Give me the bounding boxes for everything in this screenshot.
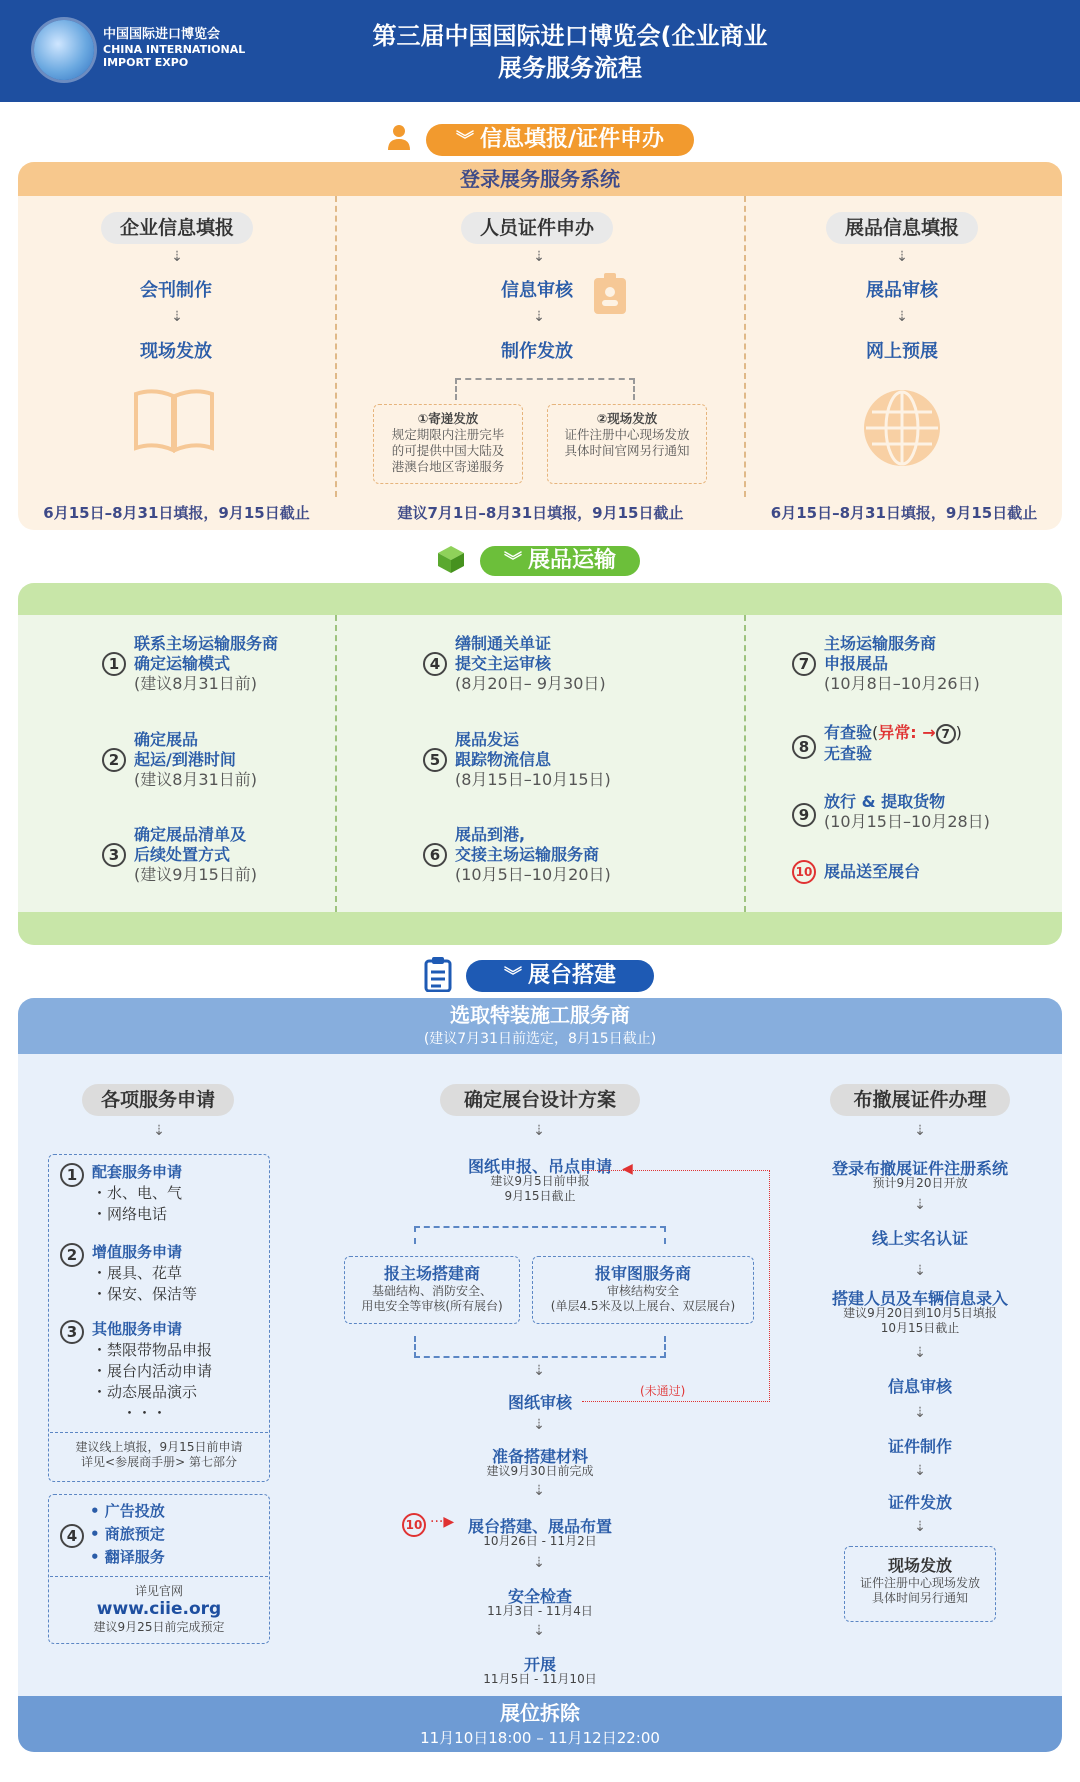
dismantle-date: 11月10日18:00 – 11月12日22:00: [420, 1729, 660, 1747]
step-number: 8: [792, 735, 816, 759]
cube-icon: [436, 544, 466, 574]
logo-cn: 中国国际进口博览会: [103, 27, 221, 42]
step-number: 3: [102, 843, 126, 867]
section1-label: [426, 124, 694, 156]
badge-system-note: 预计9月20日开放: [872, 1176, 968, 1190]
website-pre: 详见官网: [134, 1584, 183, 1598]
company-info-title: 企业信息填报: [101, 212, 253, 244]
step-line: 跟踪物流信息: [455, 750, 552, 769]
arrow-down-icon: ⇣: [171, 249, 183, 265]
badge-review-step: 信息审核: [887, 1377, 952, 1396]
divider: [335, 196, 337, 497]
drawing-submit-step: 图纸申报、吊点申请: [467, 1157, 612, 1176]
drawing-submit-note-1: 建议9月5日前申报: [490, 1174, 590, 1188]
person-icon: [384, 122, 414, 152]
website-link[interactable]: www.ciie.org: [96, 1599, 222, 1619]
divider: [50, 1576, 268, 1577]
prepare-materials-note: 建议9月30日前完成: [486, 1464, 594, 1478]
step-date: (建议9月15日前): [134, 865, 258, 884]
arrow-down-icon: ⇣: [533, 1623, 545, 1639]
step-line: 提交主运审核: [455, 654, 552, 673]
website-note: [50, 1584, 268, 1635]
arrow-down-icon: ⇣: [914, 1519, 926, 1535]
service-number: 3: [60, 1320, 84, 1344]
service-group-3: [92, 1319, 262, 1424]
dismantle-bar: [18, 1696, 1062, 1752]
onsite-badge-box: [844, 1546, 996, 1622]
booth-build-date: 10月26日 - 11月2日: [483, 1534, 597, 1548]
step-line: 有查验: [824, 723, 873, 742]
step-line: 主场运输服务商: [824, 634, 937, 653]
step-date: (建议8月31日前): [134, 770, 258, 789]
onsite-delivery-l2: 具体时间官网另行通知: [564, 443, 690, 458]
service-group-title: 配套服务申请: [92, 1163, 183, 1181]
step-date: (10月5日–10月20日): [455, 865, 611, 884]
mail-delivery-l2: 的可提供中国大陆及: [391, 443, 505, 458]
arrow-down-icon: ⇣: [533, 1417, 545, 1433]
opening-date: 11月5日 - 11月10日: [483, 1672, 597, 1686]
chevron-down-icon: ︾: [503, 551, 522, 572]
col1-deadline: 6月15日–8月31日填报，9月15日截止: [43, 504, 310, 522]
service-item: ・展台内活动申请: [92, 1362, 213, 1380]
divider: [335, 615, 337, 912]
drawing-review-l1: 审核结构安全: [606, 1284, 679, 1298]
paren-open: (: [872, 723, 879, 742]
clipboard-icon: [424, 956, 452, 992]
step-line: 起运/到港时间: [134, 750, 236, 769]
arrow-down-icon: ⇣: [914, 1345, 926, 1361]
step-line: 展品送至展台: [824, 862, 921, 881]
booking-list: [90, 1500, 260, 1569]
onsite-delivery-title: ②现场发放: [596, 411, 658, 426]
id-badge-icon: [592, 272, 628, 316]
service-item: ・水、电、气: [92, 1184, 183, 1202]
arrow-left-icon: ◀: [622, 1161, 633, 1177]
services-note-1: 建议线上填报，9月15日前申请: [75, 1440, 243, 1454]
col2-deadline: 建议7月1日–8月31日填报，9月15日截止: [397, 504, 684, 522]
step-line: 展品到港,: [455, 825, 526, 844]
transport-step-2: [134, 730, 334, 790]
booking-item: • 商旅预定: [90, 1525, 165, 1543]
paren-close: ): [955, 723, 962, 742]
step-date: (10月8日–10月26日): [824, 674, 980, 693]
drawing-review-title: 报审图服务商: [594, 1264, 691, 1283]
page-title: [300, 20, 840, 84]
divider: [50, 1432, 268, 1433]
step-number: 6: [423, 843, 447, 867]
step-line: 无查验: [824, 743, 873, 763]
section3-label: [466, 960, 654, 992]
step-number: 7: [792, 652, 816, 676]
section1-label-text: 信息填报/证件申办: [479, 127, 665, 152]
service-item: ・展具、花草: [92, 1264, 183, 1282]
main-contractor-box: [344, 1256, 520, 1324]
select-contractor-bar: [18, 998, 1062, 1054]
chevron-down-icon: ︾: [503, 966, 522, 987]
safety-check-date: 11月3日 - 11月4日: [487, 1604, 593, 1618]
step-line: 缮制通关单证: [455, 634, 552, 653]
service-number: 1: [60, 1163, 84, 1187]
make-dist-step: 制作发放: [501, 341, 573, 362]
badge-apply-title: 人员证件申办: [461, 212, 613, 244]
personnel-entry-step: 搭建人员及车辆信息录入: [831, 1289, 1008, 1308]
select-contractor-title: 选取特装施工服务商: [450, 1003, 630, 1027]
services-title: 各项服务申请: [82, 1084, 234, 1116]
step-line: 确定运输模式: [134, 654, 231, 673]
transport-step-7: [824, 634, 1044, 694]
step-date: (8月15日–10月15日): [455, 770, 611, 789]
step-date: (10月15日–10月28日): [824, 812, 990, 831]
transport-step-1: [134, 634, 334, 694]
arrow-right-icon: ···▶: [430, 1514, 455, 1530]
abnormal-label: 异常: →: [878, 723, 936, 742]
logo-text: [103, 28, 253, 69]
main-contractor-l1: 基础结构、消防安全、: [371, 1284, 492, 1298]
step-number: 9: [792, 803, 816, 827]
booking-item: • 翻译服务: [90, 1548, 165, 1566]
arrow-down-icon: ⇣: [533, 1363, 545, 1379]
step-line: 展品发运: [455, 730, 520, 749]
badge-dist-step: 证件发放: [887, 1493, 952, 1512]
title-line1: 第三届中国国际进口博览会(企业商业: [372, 22, 768, 50]
arrow-down-icon: ⇣: [153, 1123, 165, 1139]
arrow-down-icon: ⇣: [896, 249, 908, 265]
booth-build-step: 展台搭建、展品布置: [467, 1517, 612, 1536]
logo-en1: CHINA INTERNATIONAL: [103, 43, 246, 56]
dismantle-title: 展位拆除: [500, 1701, 580, 1725]
transport-step-6: [455, 825, 675, 885]
step-number: 1: [102, 652, 126, 676]
transport-step-10: [824, 862, 1044, 882]
ellipsis: ・・・: [122, 1404, 168, 1422]
arrow-down-icon: ⇣: [533, 309, 545, 325]
arrow-down-icon: ⇣: [533, 1123, 545, 1139]
service-group-title: 增值服务申请: [92, 1243, 183, 1261]
arrow-down-icon: ⇣: [533, 1483, 545, 1499]
arrow-down-icon: ⇣: [533, 1555, 545, 1571]
online-preview-step: 网上预展: [866, 341, 938, 362]
badge-process-title: 布撤展证件办理: [830, 1084, 1010, 1116]
onsite-dist-step: 现场发放: [140, 341, 212, 362]
service-item: ・保安、保洁等: [92, 1285, 198, 1303]
step-ref-10: 10: [402, 1513, 426, 1537]
fail-loop-line: [582, 1170, 770, 1402]
title-line2: 展务服务流程: [498, 54, 642, 82]
service-group-title: 其他服务申请: [92, 1320, 183, 1338]
step-line: 交接主场运输服务商: [455, 845, 600, 864]
section3-label-text: 展台搭建: [527, 963, 616, 988]
service-group-1: [92, 1162, 262, 1225]
transport-step-8: [824, 723, 1054, 764]
ciie-logo-icon: [34, 20, 94, 80]
divider: [744, 615, 746, 912]
mail-delivery-l1: 规定期限内注册完毕: [391, 427, 505, 442]
arrow-down-icon: ⇣: [914, 1197, 926, 1213]
personnel-entry-note-1: 建议9月20日到10月5日填报: [843, 1306, 997, 1320]
login-system-bar: 登录展务服务系统: [18, 162, 1062, 196]
catalog-step: 会刊制作: [140, 280, 212, 301]
opening-step: 开展: [523, 1655, 556, 1674]
booking-item: • 广告投放: [90, 1502, 165, 1520]
onsite-delivery-box: [547, 404, 707, 484]
step-ref-number: 7: [936, 724, 956, 744]
arrow-down-icon: ⇣: [914, 1123, 926, 1139]
prepare-materials-step: 准备搭建材料: [491, 1447, 588, 1466]
transport-step-3: [134, 825, 334, 885]
arrow-down-icon: ⇣: [914, 1263, 926, 1279]
drawing-submit-note-2: 9月15日截止: [504, 1189, 576, 1203]
exhibit-info-title: 展品信息填报: [826, 212, 978, 244]
transport-step-4: [455, 634, 675, 694]
onsite-badge-l2: 具体时间另行通知: [871, 1591, 968, 1605]
globe-icon: [862, 388, 942, 468]
col3-deadline: 6月15日–8月31日填报，9月15日截止: [770, 504, 1038, 522]
step-line: 申报展品: [824, 654, 889, 673]
section2-footbar: [18, 912, 1062, 945]
chevron-down-icon: ︾: [455, 130, 474, 151]
step-date: (建议8月31日前): [134, 674, 258, 693]
section2-topbar: [18, 583, 1062, 615]
step-number: 5: [423, 748, 447, 772]
arrow-down-icon: ⇣: [914, 1405, 926, 1421]
onsite-badge-l1: 证件注册中心现场发放: [859, 1576, 980, 1590]
step-number: 10: [792, 860, 816, 884]
mail-delivery-title: ①寄递发放: [417, 411, 479, 426]
fail-label: (未通过): [640, 1384, 686, 1398]
step-number: 2: [102, 748, 126, 772]
step-date: (8月20日– 9月30日): [455, 674, 606, 693]
personnel-entry-note-2: 10月15日截止: [880, 1321, 960, 1335]
arrow-down-icon: ⇣: [914, 1463, 926, 1479]
info-review-step: 信息审核: [501, 280, 573, 301]
transport-step-9: [824, 792, 1044, 832]
step-line: 确定展品清单及: [134, 825, 247, 844]
mail-delivery-box: [373, 404, 523, 484]
onsite-badge-title: 现场发放: [887, 1556, 952, 1575]
onsite-delivery-l1: 证件注册中心现场发放: [564, 427, 690, 442]
transport-step-5: [455, 730, 675, 790]
arrow-down-icon: ⇣: [533, 249, 545, 265]
logo-en2: IMPORT EXPO: [103, 56, 189, 69]
badge-make-step: 证件制作: [887, 1437, 952, 1456]
service-number: 2: [60, 1243, 84, 1267]
arrow-down-icon: ⇣: [171, 309, 183, 325]
website-deadline: 建议9月25日前完成预定: [93, 1620, 225, 1634]
step-line: 放行 & 提取货物: [824, 792, 946, 811]
drawing-review-step: 图纸审核: [507, 1393, 572, 1412]
step-line: 联系主场运输服务商: [134, 634, 279, 653]
service-item: ・动态展品演示: [92, 1383, 198, 1401]
step-line: 后续处置方式: [134, 845, 231, 864]
safety-check-step: 安全检查: [507, 1587, 572, 1606]
service-item: ・网络电话: [92, 1205, 168, 1223]
mail-delivery-l3: 港澳台地区寄递服务: [391, 459, 505, 474]
personnel-entry-note: [800, 1306, 1040, 1336]
divider: [744, 196, 746, 497]
drawing-review-l2: (单层4.5米及以上展台、双层展台): [550, 1299, 736, 1313]
step-line: 确定展品: [134, 730, 199, 749]
service-group-2: [92, 1242, 262, 1305]
section2-label-text: 展品运输: [527, 548, 616, 573]
realname-step: 线上实名认证: [871, 1229, 968, 1248]
step-number: 4: [423, 652, 447, 676]
exhibit-review-step: 展品审核: [866, 280, 938, 301]
main-contractor-title: 报主场搭建商: [383, 1264, 480, 1283]
main-contractor-l2: 用电安全等审核(所有展台): [361, 1299, 503, 1313]
book-icon: [132, 388, 216, 454]
branch-connector: [455, 378, 635, 400]
section2-label: [480, 546, 640, 576]
service-item: ・禁限带物品申报: [92, 1341, 213, 1359]
services-note: [50, 1440, 268, 1470]
arrow-down-icon: ⇣: [896, 309, 908, 325]
service-number: 4: [60, 1524, 84, 1548]
badge-system-step: 登录布撤展证件注册系统: [831, 1159, 1008, 1178]
select-contractor-sub: (建议7月31日前选定，8月15日截止): [423, 1031, 657, 1047]
services-note-2: 详见<参展商手册> 第七部分: [81, 1455, 237, 1469]
design-plan-title: 确定展台设计方案: [440, 1084, 640, 1116]
